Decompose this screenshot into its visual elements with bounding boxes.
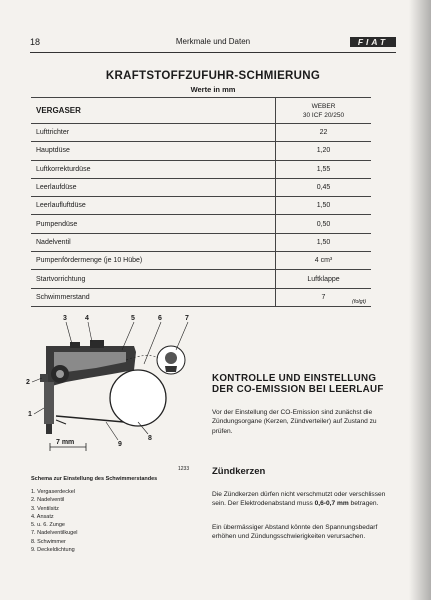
row-value: 1,20 bbox=[276, 142, 372, 160]
continued-note: (folgt) bbox=[352, 299, 367, 305]
figure-legend bbox=[31, 488, 77, 554]
row-label: Schwimmerstand bbox=[31, 288, 276, 306]
section-subtitle: Werte in mm bbox=[190, 85, 236, 94]
fiat-logo bbox=[350, 37, 396, 47]
table-header-label: VERGASER bbox=[31, 98, 276, 124]
table-row bbox=[31, 142, 371, 160]
row-value: 1,50 bbox=[276, 197, 372, 215]
table-row bbox=[31, 270, 371, 288]
page-edge-shadow bbox=[409, 0, 431, 600]
row-label: Leerlaufluftdüse bbox=[31, 197, 276, 215]
legend-item: 3. Ventilsitz bbox=[31, 505, 59, 512]
needle-ball-detail bbox=[157, 346, 185, 374]
figure-caption: Schema zur Einstellung des Schwimmerstandes bbox=[31, 476, 158, 482]
table-header-value bbox=[276, 98, 372, 124]
row-label: Lufttrichter bbox=[31, 124, 276, 142]
row-value: 4 cm³ bbox=[276, 252, 372, 270]
legend-item: 4. Ansatz bbox=[31, 513, 54, 520]
carburetor-model: 30 ICF 20/250 bbox=[302, 111, 345, 119]
running-title: Merkmale und Daten bbox=[175, 37, 251, 46]
row-value: 7 bbox=[276, 288, 372, 306]
row-label: Nadelventil bbox=[31, 233, 276, 251]
carburetor-brand: WEBER bbox=[311, 102, 336, 110]
table-row bbox=[31, 160, 371, 178]
table-row bbox=[31, 252, 371, 270]
co-intro-paragraph: Vor der Einstellung der CO-Emission sind zunächst die Zündungsorgane (Kerzen, Zündverteiler) auf Zustand zu prüfen. bbox=[212, 409, 377, 435]
table-row bbox=[31, 288, 371, 306]
callout-1: 1 bbox=[28, 411, 32, 418]
para1-text-b: betragen. bbox=[348, 500, 379, 508]
row-label: Pumpendüse bbox=[31, 215, 276, 233]
legend-item: 9. Deckeldichtung bbox=[31, 547, 75, 554]
table-row bbox=[31, 124, 371, 142]
row-value: 22 bbox=[276, 124, 372, 142]
table-header-row bbox=[31, 98, 371, 124]
row-label: Startvorrichtung bbox=[31, 270, 276, 288]
table-row bbox=[31, 215, 371, 233]
header-rule bbox=[30, 52, 396, 53]
legend-item: 8. Schwimmer bbox=[31, 538, 66, 545]
callout-3: 3 bbox=[63, 315, 67, 322]
co-heading-line2: DER CO-EMISSION BEI LEERLAUF bbox=[212, 384, 384, 395]
dimension-label: 7 mm bbox=[56, 439, 75, 446]
float-drawing bbox=[110, 370, 166, 426]
section-title: KRAFTSTOFFZUFUHR-SCHMIERUNG bbox=[105, 70, 321, 82]
legend-item: 2. Nadelventil bbox=[31, 497, 65, 504]
svg-text:FIAT: FIAT bbox=[357, 37, 389, 47]
spark-plugs-heading: Zündkerzen bbox=[212, 466, 266, 477]
callout-7: 7 bbox=[185, 315, 189, 322]
row-value: 1,50 bbox=[276, 233, 372, 251]
callout-2: 2 bbox=[26, 379, 30, 386]
row-value: Luftklappe bbox=[276, 270, 372, 288]
callout-4: 4 bbox=[85, 315, 89, 322]
legend-item: 7. Nadelventilkugel bbox=[31, 530, 78, 537]
row-label: Hauptdüse bbox=[31, 142, 276, 160]
co-emission-heading bbox=[212, 373, 402, 395]
page-header bbox=[30, 37, 396, 51]
table-row bbox=[31, 178, 371, 196]
figure-number: 1233 bbox=[178, 466, 190, 472]
row-value: 1,55 bbox=[276, 160, 372, 178]
callout-5: 5 bbox=[131, 315, 135, 322]
callout-9: 9 bbox=[118, 441, 122, 448]
legend-item: 1. Vergaserdeckel bbox=[31, 489, 76, 495]
page-number: 18 bbox=[30, 37, 41, 47]
callout-8: 8 bbox=[148, 435, 152, 442]
para1-text-a: Die Zündkerzen dürfen nicht verschmutzt oder verschlissen sein. Der Elektrodenabstand muss bbox=[212, 491, 386, 508]
table-row bbox=[31, 197, 371, 215]
row-label: Leerlaufdüse bbox=[31, 178, 276, 196]
row-value: 0,45 bbox=[276, 178, 372, 196]
row-label: Luftkorrekturdüse bbox=[31, 160, 276, 178]
legend-item: 5. u. 6. Zunge bbox=[31, 522, 65, 529]
row-label: Pumpenfördermenge (je 10 Hübe) bbox=[31, 252, 276, 270]
row-value: 0,50 bbox=[276, 215, 372, 233]
callout-6: 6 bbox=[158, 315, 162, 322]
table-row bbox=[31, 233, 371, 251]
electrode-gap-value: 0,6-0,7 mm bbox=[314, 500, 349, 508]
float-level-diagram bbox=[26, 312, 196, 467]
spark-plugs-paragraph-1 bbox=[212, 490, 390, 509]
spark-plugs-paragraph-2: Ein übermässiger Abstand könnte den Spannungsbedarf erhöhen und Zündungsschwierigkeiten verursachen. bbox=[212, 524, 378, 541]
co-heading-line1: KONTROLLE UND EINSTELLUNG bbox=[212, 373, 377, 384]
carburetor-spec-table bbox=[31, 97, 371, 307]
